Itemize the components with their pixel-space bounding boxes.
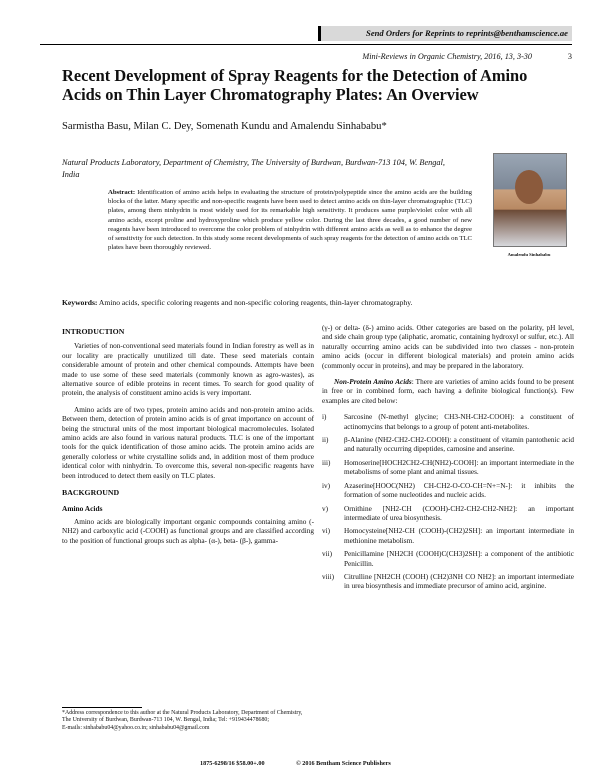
list-item-number: viii): [322, 572, 335, 581]
list-item: [322, 527, 574, 546]
author-photo-face: [515, 170, 543, 204]
non-protein-text: : There are varieties of amino acids found to be present in free or in combined form, each having a definite biological function(s). Few examples are cited below:: [322, 378, 574, 405]
non-protein-label: Non-Protein Amino Acids: [334, 378, 412, 387]
list-item-text: Azaserine[HOOC(NH2) CH-CH2-O-CO-CH=N+=N-]: it inhibits the formation of some nucleotides and nucleic acids.: [344, 481, 574, 500]
list-item: [322, 413, 574, 432]
page-footer: [200, 760, 500, 767]
keywords-label: Keywords:: [62, 298, 98, 307]
footnote-email: E-mails: sinhababu04@yahoo.co.in; sinhababu04@gmail.com: [62, 724, 210, 731]
amino-acids-heading: Amino Acids: [62, 503, 103, 513]
affiliation: Natural Products Laboratory, Department of Chemistry, The University of Burdwan, Burdwan-713 104, W. Bengal, India: [62, 158, 445, 179]
list-item: [322, 505, 574, 524]
list-item: [322, 436, 574, 455]
footnote-address: *Address correspondence to this author at the Natural Products Laboratory, Department of Chemistry, The University of Burdwan, Burdwan-713 104, W. Bengal, India; Tel: +919434478680;: [62, 710, 303, 724]
list-item-text: β-Alanine (NH2-CH2-CH2-COOH): a constituent of vitamin pantothenic acid and naturally occurring dipeptides, carnosine and anserine.: [344, 436, 574, 454]
list-item-text: Citrulline [NH2CH (COOH) (CH2)3NH CO NH2]: an important intermediate in urea biosynthesis and immediate precursor of amino acid, arginine.: [344, 572, 574, 591]
copyright: © 2016 Bentham Science Publishers: [296, 760, 391, 767]
list-item-number: vi): [322, 527, 331, 536]
abstract-label: Abstract:: [108, 189, 136, 196]
reprint-banner: Send Orders for Reprints to reprints@benthamscience.ae: [318, 26, 572, 41]
introduction-heading: INTRODUCTION: [62, 327, 125, 336]
continued-paragraph: (γ-) or delta- (δ-) amino acids. Other categories are based on the polarity, pH level, and side chain group type (aliphatic, aromatic, containing hydroxyl or sulfur, etc.). All naturally occurring amino acids can be subdivided into two classes - non-protein amino acids (occur in different biological materials) and protein amino acids (commonly occur in proteins), and may be prepared in the laboratory.: [322, 324, 574, 370]
list-item-number: ii): [322, 436, 329, 445]
list-item: [322, 482, 574, 501]
author-photo-caption: Amalendu Sinhababu: [507, 252, 551, 257]
keywords-text: Amino acids, specific coloring reagents and non-specific coloring reagents, thin-layer chromatography.: [98, 298, 413, 307]
abstract-text: Identification of amino acids helps in evaluating the structure of protein/polypeptide since the amino acids are the building blocks of the latter. Many specific and non-specific reagents have been used to detect amino acids on thin-layer chromatographic (TLC) plates, among them ninhydrin is most widely used for its remarkable high sensitivity. It produces same purple/violet color with all amino acids, except proline and hydroxyproline which produce yellow color. During the last three decades, a good number of new reagents have been introduced to overcome the color problem of ninhydrin with different amino acids as well as to enhance the degree of sensitivity for such detection. In this study some recent developments of such spray reagents for the detection of amino acids on TLC plates have been thoroughly reviewed.: [108, 189, 473, 252]
intro-paragraph-1: Varieties of non-conventional seed materials found in Indian forestry as well as in our locality are practically unutilized till date. These seed materials contain considerable amount of protein and other chemical compounds. Attempts have been made to use some of these seed materials (commonly known as agro-wastes), as alternative source of edible proteins in recent times. To search for good quality of protein, the analysis of constituent amino acids is very important.: [62, 342, 314, 398]
list-item-number: iv): [322, 481, 331, 490]
amino-acid-list: [322, 413, 574, 592]
list-item: [322, 459, 574, 478]
list-item-text: Sarcosine (N-methyl glycine; CH3-NH-CH2-COOH): a constituent of actinomycins that belongs to a group of potent anti-metabolites.: [344, 413, 574, 431]
list-item: [322, 573, 574, 592]
list-item-number: iii): [322, 458, 331, 467]
journal-citation: Mini-Reviews in Organic Chemistry, 2016, 13, 3-30: [362, 52, 532, 61]
non-protein-paragraph: [322, 378, 574, 406]
correspondence-footnote: [62, 710, 310, 732]
header-rule: [40, 44, 572, 45]
intro-paragraph-2: Amino acids are of two types, protein amino acids and non-protein amino acids. Between them, detection of protein amino acids is of great importance on account of being the structural units of the most important biological macromolecules. Isolated amino acids are also found in various natural products. TLC is one of the important tools for the quick identification of those amino acids. The protein amino acids are generally colorless or white crystalline solids and, in addition most of them produce identical color with ninhydrin. To overcome this, several non-specific reagents have been introduced to detect them easily on TLC plates.: [62, 405, 314, 480]
background-heading: BACKGROUND: [62, 488, 120, 498]
issn-price: 1875-6298/16 $58.00+.00: [200, 760, 265, 767]
list-item-text: Homocysteine[NH2-CH (COOH)-(CH2)2SH]: an important intermediate in methionine metabolism.: [344, 527, 574, 545]
list-item-text: Homoserine[HOCH2CH2-CH(NH2)-COOH]: an important intermediate in the metabolisms of some plant and animal tissues.: [344, 458, 574, 477]
list-item-text: Penicillamine [NH2CH (COOH)C(CH3)2SH]: a component of the antibiotic Penicillin.: [344, 550, 574, 568]
list-item: [322, 550, 574, 569]
article-title: Recent Development of Spray Reagents for the Detection of Amino Acids on Thin Layer Chromatography Plates: An Overview: [62, 66, 528, 104]
page-number: 3: [567, 52, 572, 61]
left-column: [62, 324, 314, 553]
footnote-rule: [62, 707, 142, 708]
list-item-text: Ornithine [NH2-CH (COOH)-CH2-CH2-CH2-NH2]: an important intermediate of urea biosynthesis.: [344, 504, 574, 522]
author-list: Sarmistha Basu, Milan C. Dey, Somenath Kundu and Amalendu Sinhababu*: [62, 121, 387, 132]
amino-paragraph-1: Amino acids are biologically important organic compounds containing amino (-NH2) and carboxylic acid (-COOH) as functional groups and are classified according to the position of functional groups such as alpha- (α-), beta- (β-), gamma-: [62, 517, 314, 545]
abstract: [108, 188, 472, 252]
list-item-number: i): [322, 413, 327, 422]
list-item-number: vii): [322, 550, 333, 559]
right-column: [322, 324, 574, 596]
list-item-number: v): [322, 504, 329, 513]
keywords: [62, 298, 572, 307]
